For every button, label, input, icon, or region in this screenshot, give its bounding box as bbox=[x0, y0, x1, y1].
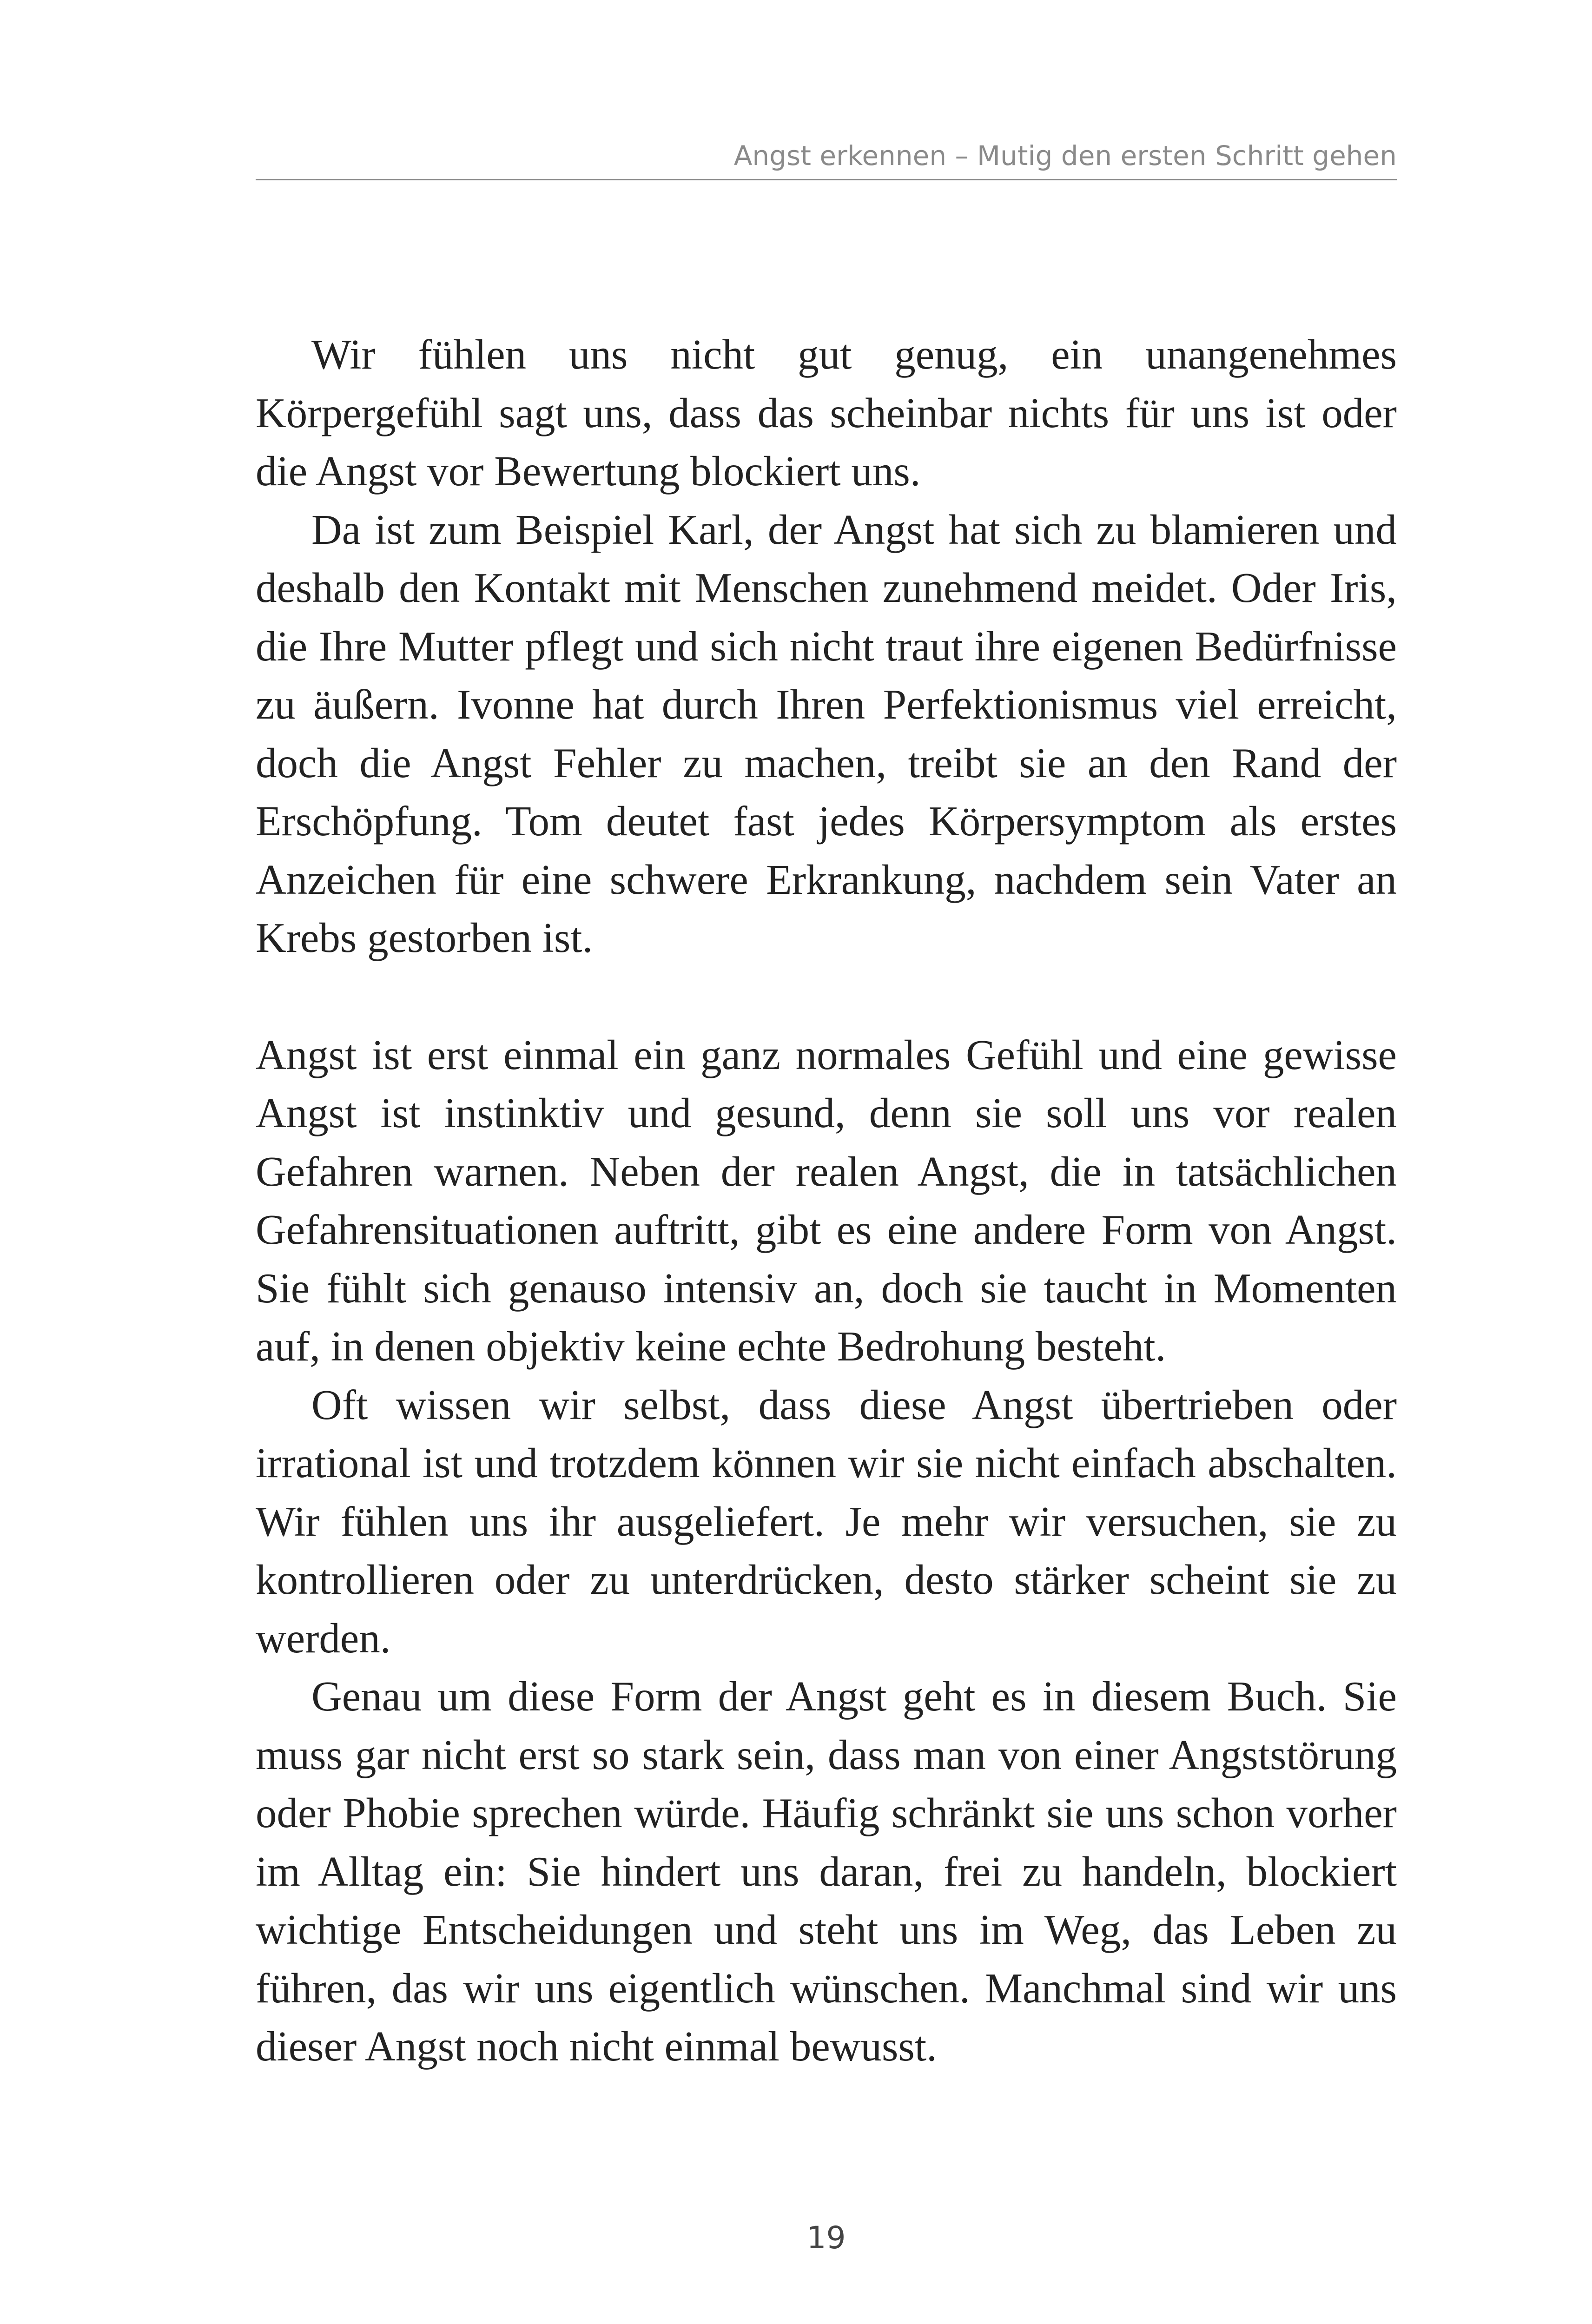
header-divider bbox=[256, 179, 1397, 180]
paragraph-4: Oft wissen wir selbst, dass diese Angst übertrieben oder irrational ist und trotzdem können wir sie nicht einfach abschalten. Wir fühlen uns ihr ausgeliefert. Je mehr wir versuchen, sie zu kontrollieren oder zu unterdrücken, desto stärker scheint sie zu werden. bbox=[256, 1381, 1397, 1662]
running-head: Angst erkennen – Mutig den ersten Schritt gehen bbox=[733, 140, 1397, 172]
paragraph-5: Genau um diese Form der Angst geht es in diesem Buch. Sie muss gar nicht erst so stark sein, dass man von einer Angststörung oder Phobie sprechen würde. Häufig schränkt sie uns schon vorher im Alltag ein: Sie hindert uns daran, frei zu handeln, blockiert wichtige Entscheidungen und steht uns im Weg, das Leben zu führen, das wir uns eigentlich wünschen. Manchmal sind wir uns dieser Angst noch nicht einmal bewusst. bbox=[256, 1673, 1397, 2070]
paragraph-3: Angst ist erst einmal ein ganz normales Gefühl und eine gewisse Angst ist instinktiv und gesund, denn sie soll uns vor realen Gefahren warnen. Neben der realen Angst, die in tatsächlichen Gefahrensituationen auftritt, gibt es eine andere Form von Angst. Sie fühlt sich genauso intensiv an, doch sie taucht in Momenten auf, in denen objektiv keine echte Bedrohung besteht. bbox=[256, 1031, 1397, 1370]
paragraph-1: Wir fühlen uns nicht gut genug, ein unangenehmes Körpergefühl sagt uns, dass das scheinbar nichts für uns ist oder die Angst vor Bewertung blockiert uns. bbox=[256, 331, 1397, 495]
body-text bbox=[256, 325, 1397, 2076]
paragraph-2: Da ist zum Beispiel Karl, der Angst hat sich zu blamieren und deshalb den Kontakt mit Menschen zunehmend meidet. Oder Iris, die Ihre Mutter pflegt und sich nicht traut ihre eigenen Bedürfnisse zu äußern. Ivonne hat durch Ihren Perfektionismus viel erreicht, doch die Angst Fehler zu machen, treibt sie an den Rand der Erschöpfung. Tom deutet fast jedes Körpersymptom als erstes Anzeichen für eine schwere Erkrankung, nachdem sein Vater an Krebs gestorben ist. bbox=[256, 506, 1397, 961]
page-number: 19 bbox=[806, 2220, 846, 2256]
